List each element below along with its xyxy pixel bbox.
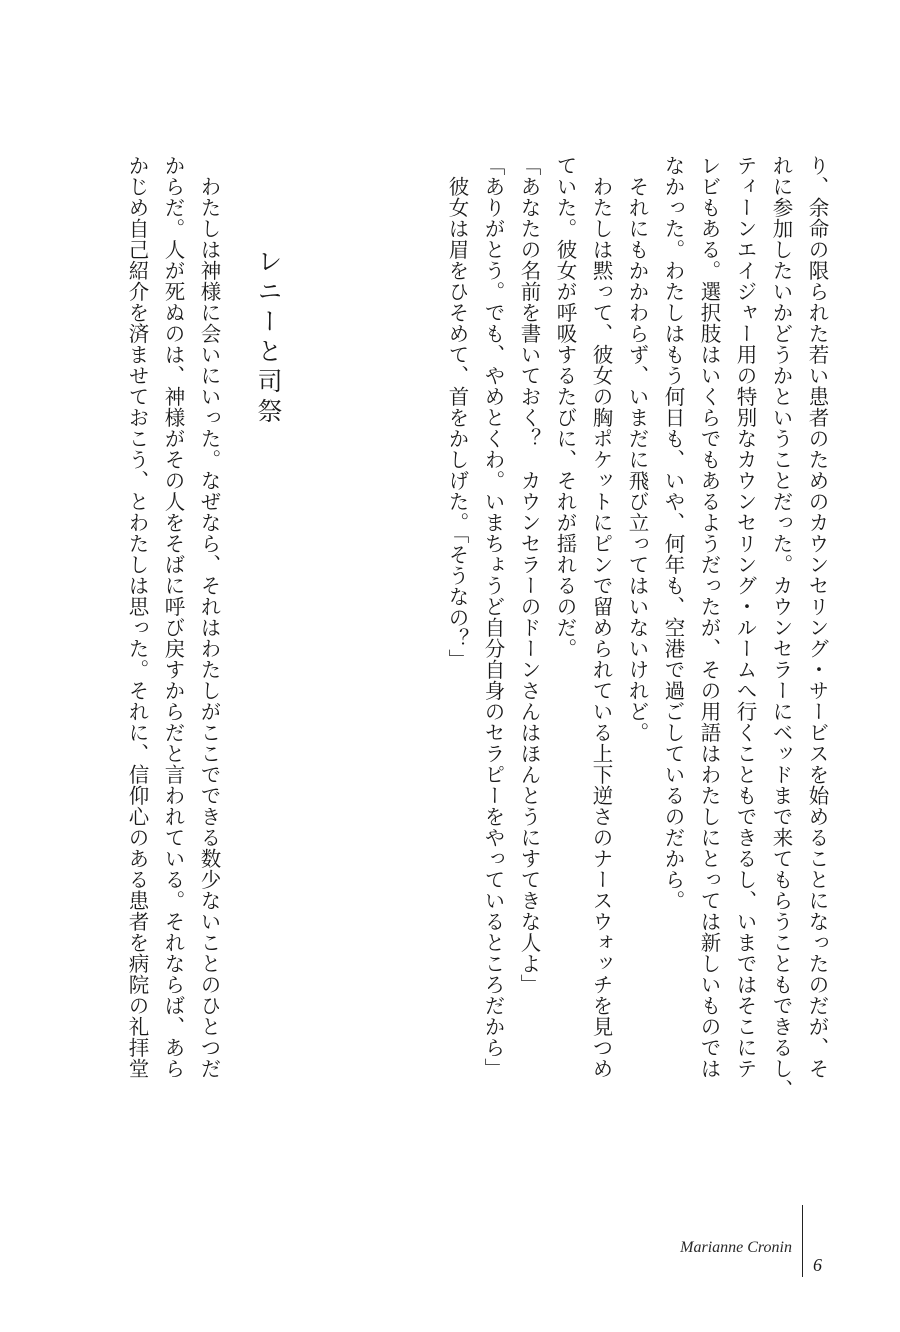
- text-column: わたしは黙って、彼女の胸ポケットにピンで留められている上下逆さのナースウォッチを見つめ: [589, 155, 613, 1079]
- author-name: Marianne Cronin: [680, 1239, 792, 1256]
- text-column: レビもある。選択肢はいくらでもあるようだったが、その用語はわたしにとっては新しいものでは: [697, 155, 721, 1079]
- page-number: 6: [813, 1255, 822, 1275]
- text-column: ていた。彼女が呼吸するたびに、それが揺れるのだ。: [553, 155, 577, 659]
- text-column: からだ。人が死ぬのは、神様がその人をそばに呼び戻すからだと言われている。それならば、あら: [161, 155, 185, 1079]
- text-column: かじめ自己紹介を済ませておこう、とわたしは思った。それに、信仰心のある患者を病院の礼拝堂: [125, 155, 149, 1079]
- text-column: ティーンエイジャー用の特別なカウンセリング・ルームへ行くこともできるし、いまではそこにテ: [733, 155, 757, 1079]
- text-column: 「あなたの名前を書いておく？ カウンセラーのドーンさんはほんとうにすてきな人よ」: [517, 155, 541, 995]
- text-column: 「ありがとう。でも、やめとくわ。いまちょうど自分自身のセラピーをやっているところだから」: [481, 155, 505, 1079]
- text-column: れに参加したいかどうかということだった。カウンセラーにベッドまで来てもらうこともできるし、: [769, 155, 793, 1100]
- section-heading: レニーと司祭: [254, 248, 283, 428]
- text-column: わたしは神様に会いにいった。なぜなら、それはわたしがここでできる数少ないことのひとつだ: [197, 155, 221, 1079]
- text-column: それにもかかわらず、いまだに飛び立ってはいないけれど。: [625, 155, 649, 743]
- text-column: なかった。わたしはもう何日も、いや、何年も、空港で過ごしているのだから。: [661, 155, 685, 911]
- text-column: り、余命の限られた若い患者のためのカウンセリング・サービスを始めることになったのだが、そ: [805, 155, 829, 1079]
- footer-divider: [802, 1205, 803, 1277]
- page-footer: [600, 1205, 830, 1285]
- text-column: 彼女は眉をひそめて、首をかしげた。「そうなの？」: [445, 155, 469, 670]
